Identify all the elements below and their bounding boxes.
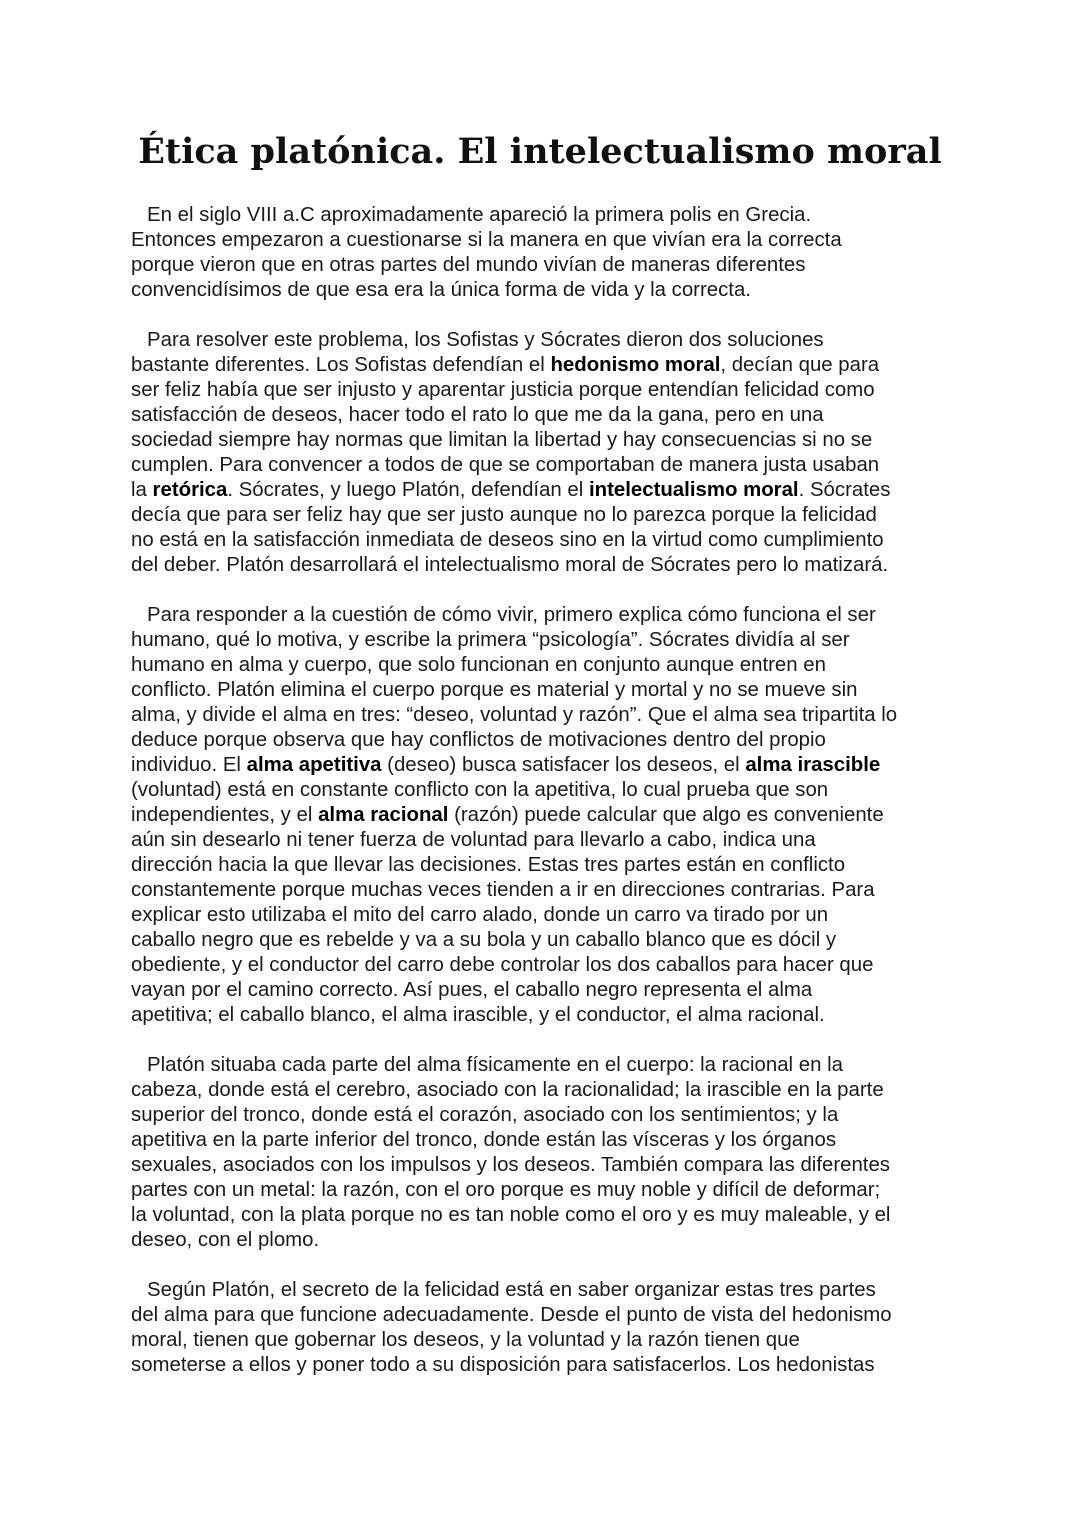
text-line: deseo, con el plomo. xyxy=(131,1229,320,1251)
term-alma-apetitiva: alma apetitiva xyxy=(246,754,382,776)
paragraph-3 xyxy=(131,603,961,1028)
text-line: la retórica. Sócrates, y luego Platón, defendían el intelectualismo moral. Sócrates xyxy=(131,479,891,501)
text-line: sexuales, asociados con los impulsos y los deseos. También compara las diferentes xyxy=(131,1154,891,1176)
text-line: Para responder a la cuestión de cómo vivir, primero explica cómo funciona el ser xyxy=(147,604,876,626)
text-line: ser feliz había que ser injusto y aparentar justicia porque entendían felicidad como xyxy=(131,379,875,401)
text-line: humano en alma y cuerpo, que solo funcionan en conjunto aunque entren en xyxy=(131,654,826,676)
text-line: conflicto. Platón elimina el cuerpo porque es material y mortal y no se mueve sin xyxy=(131,679,858,701)
text-line: moral, tienen que gobernar los deseos, y la voluntad y la razón tienen que xyxy=(131,1329,800,1351)
term-intelectualismo-moral: intelectualismo moral xyxy=(588,479,799,501)
text-line: bastante diferentes. Los Sofistas defendían el hedonismo moral, decían que para xyxy=(131,354,880,376)
text-line: Para resolver este problema, los Sofistas y Sócrates dieron dos soluciones xyxy=(147,329,824,351)
paragraph-1 xyxy=(131,203,961,303)
text-line: independientes, y el alma racional (razón) puede calcular que algo es conveniente xyxy=(131,804,884,826)
text-line: partes con un metal: la razón, con el oro porque es muy noble y difícil de deformar; xyxy=(131,1179,881,1201)
text-line: cumplen. Para convencer a todos de que se comportaban de manera justa usaban xyxy=(131,454,880,476)
term-alma-irascible: alma irascible xyxy=(745,754,881,776)
text-line: decía que para ser feliz hay que ser justo aunque no lo parezca porque la felicidad xyxy=(131,504,877,526)
text-line: humano, qué lo motiva, y escribe la primera “psicología”. Sócrates dividía al ser xyxy=(131,629,850,651)
text-line: individuo. El alma apetitiva (deseo) busca satisfacer los deseos, el alma irascible xyxy=(131,754,881,776)
text-line: del deber. Platón desarrollará el intelectualismo moral de Sócrates pero lo matizará. xyxy=(131,554,889,576)
text-line: alma, y divide el alma en tres: “deseo, voluntad y razón”. Que el alma sea tripartita lo xyxy=(131,704,898,726)
term-hedonismo-moral: hedonismo moral xyxy=(550,354,721,376)
text-line: explicar esto utilizaba el mito del carro alado, donde un carro va tirado por un xyxy=(131,904,829,926)
document-body xyxy=(131,203,961,1403)
text-line: no está en la satisfacción inmediata de deseos sino en la virtud como cumplimiento xyxy=(131,529,884,551)
text-line: satisfacción de deseos, hacer todo el rato lo que me da la gana, pero en una xyxy=(131,404,824,426)
text-line: Platón situaba cada parte del alma físicamente en el cuerpo: la racional en la xyxy=(147,1054,843,1076)
text-line: (voluntad) está en constante conflicto con la apetitiva, lo cual prueba que son xyxy=(131,779,829,801)
text-line: dirección hacia la que llevar las decisiones. Estas tres partes están en conflicto xyxy=(131,854,846,876)
document-title: Ética platónica. El intelectualismo moral xyxy=(138,131,942,172)
text-line: convencidísimos de que esa era la única forma de vida y la correcta. xyxy=(131,279,751,301)
text-line: constantemente porque muchas veces tienden a ir en direcciones contrarias. Para xyxy=(131,879,875,901)
text-line: cabeza, donde está el cerebro, asociado con la racionalidad; la irascible en la parte xyxy=(131,1079,884,1101)
paragraph-2 xyxy=(131,328,961,578)
text-line: porque vieron que en otras partes del mundo vivían de maneras diferentes xyxy=(131,254,806,276)
text-line: sociedad siempre hay normas que limitan la libertad y hay consecuencias si no se xyxy=(131,429,873,451)
text-line: vayan por el camino correcto. Así pues, el caballo negro representa el alma xyxy=(131,979,813,1001)
text-line: caballo negro que es rebelde y va a su bola y un caballo blanco que es dócil y xyxy=(131,929,837,951)
text-line: deduce porque observa que hay conflictos de motivaciones dentro del propio xyxy=(131,729,826,751)
text-line: superior del tronco, donde está el corazón, asociado con los sentimientos; y la xyxy=(131,1104,839,1126)
text-line: del alma para que funcione adecuadamente. Desde el punto de vista del hedonismo xyxy=(131,1304,892,1326)
term-alma-racional: alma racional xyxy=(318,804,449,826)
paragraph-5 xyxy=(131,1278,961,1378)
text-line: apetitiva en la parte inferior del tronco, donde están las vísceras y los órganos xyxy=(131,1129,837,1151)
text-line: obediente, y el conductor del carro debe controlar los dos caballos para hacer que xyxy=(131,954,874,976)
text-line: apetitiva; el caballo blanco, el alma irascible, y el conductor, el alma racional. xyxy=(131,1004,825,1026)
text-line: aún sin desearlo ni tener fuerza de voluntad para llevarlo a cabo, indica una xyxy=(131,829,816,851)
text-line: Según Platón, el secreto de la felicidad está en saber organizar estas tres partes xyxy=(147,1279,876,1301)
text-line: la voluntad, con la plata porque no es tan noble como el oro y es muy maleable, y el xyxy=(131,1204,891,1226)
paragraph-4 xyxy=(131,1053,961,1253)
text-line: someterse a ellos y poner todo a su disposición para satisfacerlos. Los hedonistas xyxy=(131,1354,875,1376)
term-retorica: retórica xyxy=(152,479,228,501)
text-line: Entonces empezaron a cuestionarse si la manera en que vivían era la correcta xyxy=(131,229,842,251)
text-line: En el siglo VIII a.C aproximadamente apareció la primera polis en Grecia. xyxy=(147,204,812,226)
